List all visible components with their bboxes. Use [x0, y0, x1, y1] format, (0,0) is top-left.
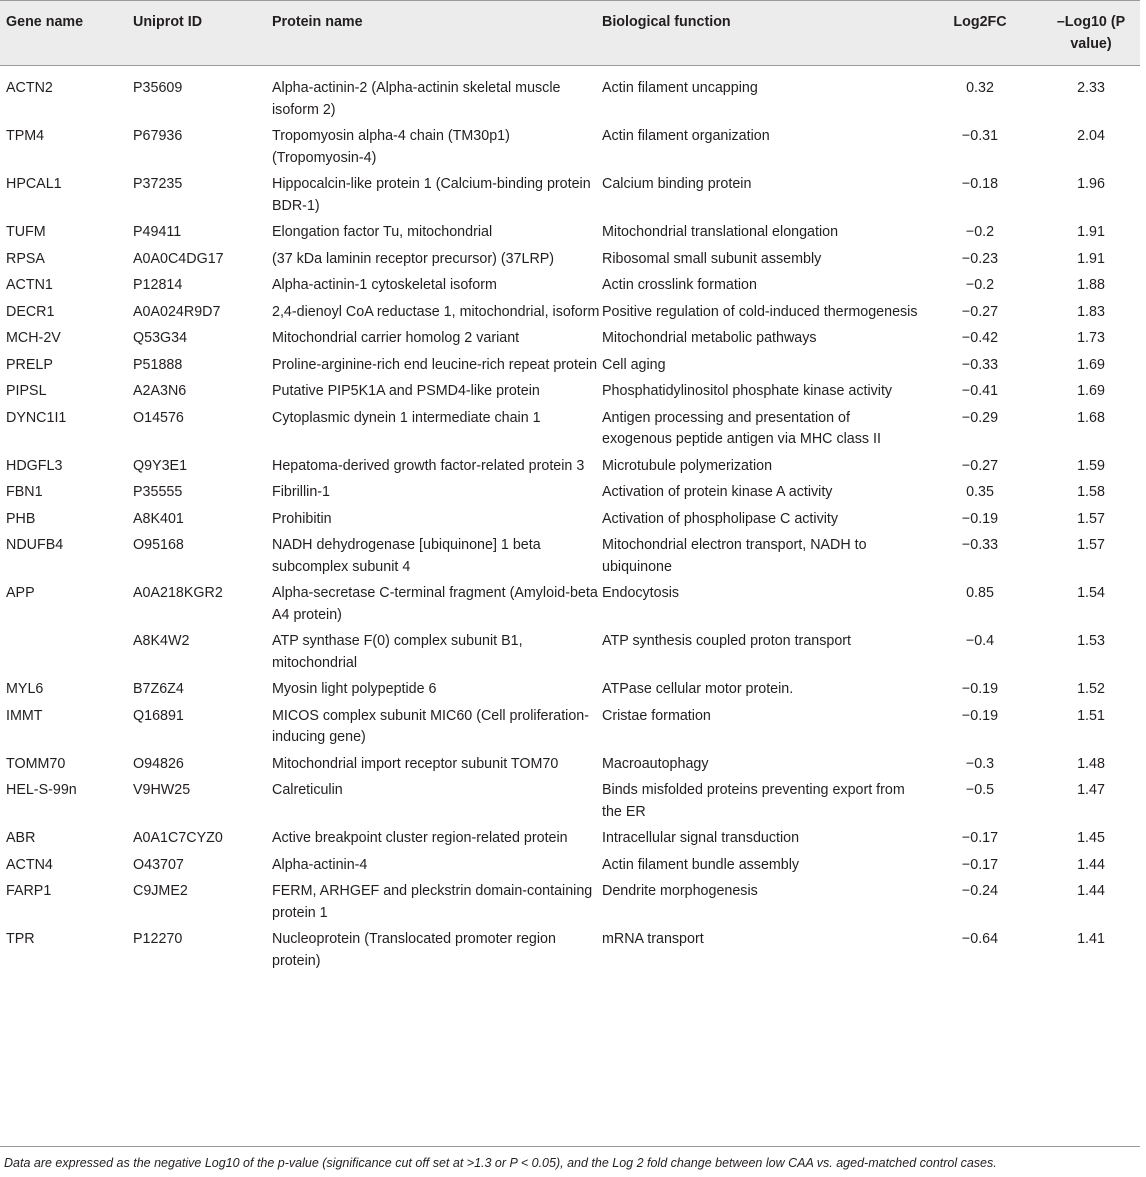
cell-gene-name: TPR — [6, 931, 35, 947]
cell-uniprot-id: A0A218KGR2 — [133, 585, 223, 601]
cell-uniprot-id: B7Z6Z4 — [133, 681, 184, 697]
table-footnote: Data are expressed as the negative Log10 of the p-value (significance cut off set at >1.3 or P < 0.05), and the Log 2 fold change between low CAA vs. aged-matched control cases. — [4, 1156, 997, 1170]
cell-biological-function: Cristae formation — [602, 707, 711, 724]
header-protein-name: Protein name — [272, 14, 363, 30]
cell-protein-name: (37 kDa laminin receptor precursor) (37LRP) — [272, 250, 555, 267]
cell-protein-name: Calreticulin — [272, 782, 343, 798]
cell-log2fc: −0.3 — [965, 755, 995, 772]
cell-uniprot-id: Q16891 — [133, 707, 184, 724]
cell-neg-log10-p: 1.91 — [1077, 250, 1105, 267]
cell-neg-log10-p: 1.91 — [1077, 224, 1105, 240]
cell-neg-log10-p: 1.68 — [1077, 409, 1105, 426]
cell-gene-name: ACTN1 — [6, 277, 53, 293]
cell-neg-log10-p: 1.44 — [1077, 856, 1105, 873]
header-biological-function: Biological function — [602, 14, 731, 30]
cell-gene-name: HEL-S-99n — [6, 782, 77, 798]
cell-neg-log10-p: 2.33 — [1077, 80, 1105, 96]
header-row — [0, 0, 1140, 65]
cell-biological-function: Actin crosslink formation — [602, 277, 757, 293]
cell-neg-log10-p: 1.73 — [1077, 330, 1105, 346]
cell-uniprot-id: P12270 — [133, 931, 183, 947]
cell-biological-function: Mitochondrial electron transport, NADH to ubiquinone — [602, 537, 867, 575]
cell-biological-function: Intracellular signal transduction — [602, 830, 800, 846]
cell-gene-name: DECR1 — [6, 303, 55, 320]
cell-biological-function: Mitochondrial metabolic pathways — [602, 330, 817, 346]
table-row — [0, 482, 1140, 509]
table-row — [0, 302, 1140, 329]
cell-gene-name: IMMT — [6, 707, 43, 724]
cell-protein-name: Nucleoprotein (Translocated promoter region protein) — [272, 931, 556, 969]
cell-neg-log10-p: 1.52 — [1077, 681, 1105, 697]
cell-biological-function: Binds misfolded proteins preventing export from the ER — [602, 782, 905, 820]
cell-biological-function: Actin filament uncapping — [602, 80, 758, 96]
table-row — [0, 535, 1140, 583]
cell-neg-log10-p: 1.45 — [1077, 830, 1105, 846]
cell-neg-log10-p: 1.41 — [1077, 931, 1105, 947]
cell-protein-name: Tropomyosin alpha-4 chain (TM30p1) (Tropomyosin-4) — [272, 128, 510, 166]
cell-gene-name: PIPSL — [6, 383, 47, 399]
cell-log2fc: −0.41 — [961, 383, 999, 399]
cell-biological-function: Mitochondrial translational elongation — [602, 224, 839, 240]
cell-gene-name: PRELP — [6, 356, 53, 373]
table-row — [0, 929, 1140, 977]
cell-protein-name: ATP synthase F(0) complex subunit B1, mitochondrial — [272, 633, 523, 671]
cell-gene-name: TPM4 — [6, 128, 45, 144]
table-row — [0, 780, 1140, 828]
cell-gene-name: TUFM — [6, 224, 46, 240]
cell-log2fc: −0.27 — [961, 303, 999, 320]
cell-uniprot-id: A0A0C4DG17 — [133, 250, 224, 267]
header-neg-log10-p: –Log10 (P value) — [1056, 14, 1126, 52]
cell-protein-name: Proline-arginine-rich end leucine-rich repeat protein — [272, 356, 598, 373]
cell-neg-log10-p: 2.04 — [1077, 128, 1105, 144]
cell-biological-function: Actin filament bundle assembly — [602, 856, 800, 873]
cell-uniprot-id: A0A1C7CYZ0 — [133, 830, 223, 846]
cell-log2fc: −0.24 — [961, 883, 999, 899]
cell-neg-log10-p: 1.54 — [1077, 585, 1105, 601]
cell-biological-function: Activation of phospholipase C activity — [602, 510, 839, 527]
cell-biological-function: Phosphatidylinositol phosphate kinase activity — [602, 383, 893, 399]
cell-uniprot-id: P49411 — [133, 224, 182, 240]
table-row — [0, 509, 1140, 536]
cell-log2fc: −0.2 — [965, 224, 995, 240]
cell-uniprot-id: P12814 — [133, 277, 183, 293]
cell-log2fc: −0.5 — [965, 782, 995, 798]
cell-log2fc: −0.31 — [961, 128, 999, 144]
cell-log2fc: −0.4 — [965, 633, 995, 649]
cell-protein-name: Alpha-secretase C-terminal fragment (Amyloid-beta A4 protein) — [272, 585, 598, 623]
cell-log2fc: 0.35 — [966, 484, 994, 500]
cell-protein-name: Hippocalcin-like protein 1 (Calcium-binding protein BDR-1) — [272, 176, 591, 214]
cell-gene-name: PHB — [6, 510, 36, 527]
header-gene-name: Gene name — [6, 14, 84, 30]
cell-uniprot-id: P35609 — [133, 80, 183, 96]
cell-uniprot-id: O14576 — [133, 409, 184, 426]
cell-log2fc: −0.64 — [961, 931, 999, 947]
cell-neg-log10-p: 1.58 — [1077, 484, 1105, 500]
cell-gene-name: MCH-2V — [6, 330, 61, 346]
cell-protein-name: Myosin light polypeptide 6 — [272, 681, 437, 697]
table-top-rule — [0, 0, 1140, 1]
cell-biological-function: Microtubule polymerization — [602, 457, 773, 474]
cell-protein-name: 2,4-dienoyl CoA reductase 1, mitochondrial, isoform — [272, 303, 600, 320]
cell-biological-function: ATPase cellular motor protein. — [602, 681, 794, 697]
cell-uniprot-id: P51888 — [133, 356, 183, 373]
cell-neg-log10-p: 1.59 — [1077, 457, 1105, 474]
cell-log2fc: −0.18 — [961, 176, 999, 192]
table-row — [0, 381, 1140, 408]
cell-biological-function: Calcium binding protein — [602, 176, 752, 192]
cell-biological-function: Dendrite morphogenesis — [602, 883, 758, 899]
cell-neg-log10-p: 1.88 — [1077, 277, 1105, 293]
cell-neg-log10-p: 1.57 — [1077, 510, 1105, 527]
cell-protein-name: MICOS complex subunit MIC60 (Cell proliferation-inducing gene) — [272, 707, 590, 745]
cell-log2fc: −0.19 — [961, 681, 999, 697]
cell-biological-function: Ribosomal small subunit assembly — [602, 250, 822, 267]
cell-uniprot-id: C9JME2 — [133, 883, 188, 899]
cell-neg-log10-p: 1.57 — [1077, 537, 1105, 553]
table-row — [0, 456, 1140, 483]
cell-protein-name: Elongation factor Tu, mitochondrial — [272, 224, 493, 240]
cell-gene-name: ACTN4 — [6, 856, 53, 873]
cell-uniprot-id: A2A3N6 — [133, 383, 187, 399]
cell-gene-name — [0, 631, 133, 679]
table-row — [0, 754, 1140, 781]
header-log2fc: Log2FC — [953, 14, 1007, 30]
cell-log2fc: −0.17 — [961, 856, 999, 873]
cell-gene-name: HDGFL3 — [6, 457, 63, 474]
cell-gene-name: APP — [6, 585, 35, 601]
cell-protein-name: Active breakpoint cluster region-related protein — [272, 830, 568, 846]
cell-protein-name: Hepatoma-derived growth factor-related protein 3 — [272, 457, 585, 474]
cell-log2fc: −0.33 — [961, 356, 999, 373]
cell-uniprot-id: O43707 — [133, 856, 184, 873]
cell-uniprot-id: P37235 — [133, 176, 183, 192]
cell-log2fc: −0.33 — [961, 537, 999, 553]
cell-neg-log10-p: 1.44 — [1077, 883, 1105, 899]
cell-log2fc: 0.85 — [966, 585, 994, 601]
table-bottom-rule — [0, 1146, 1140, 1147]
cell-protein-name: Alpha-actinin-1 cytoskeletal isoform — [272, 277, 497, 293]
cell-gene-name: TOMM70 — [6, 755, 66, 772]
table-row — [0, 126, 1140, 174]
cell-neg-log10-p: 1.47 — [1077, 782, 1105, 798]
cell-protein-name: Prohibitin — [272, 510, 332, 527]
cell-protein-name: Cytoplasmic dynein 1 intermediate chain 1 — [272, 409, 541, 426]
table-row — [0, 855, 1140, 882]
cell-biological-function: Endocytosis — [602, 585, 680, 601]
table-row — [0, 881, 1140, 929]
cell-protein-name: Mitochondrial import receptor subunit TOM70 — [272, 755, 559, 772]
table-row — [0, 65, 1140, 126]
cell-gene-name: MYL6 — [6, 681, 44, 697]
cell-log2fc: −0.19 — [961, 510, 999, 527]
cell-protein-name: Alpha-actinin-4 — [272, 856, 368, 873]
cell-protein-name: Alpha-actinin-2 (Alpha-actinin skeletal muscle isoform 2) — [272, 80, 561, 118]
cell-neg-log10-p: 1.69 — [1077, 356, 1105, 373]
table-body — [0, 65, 1140, 977]
cell-gene-name: NDUFB4 — [6, 537, 64, 553]
table-row — [0, 828, 1140, 855]
cell-biological-function: Macroautophagy — [602, 755, 709, 772]
cell-log2fc: −0.17 — [961, 830, 999, 846]
cell-uniprot-id: V9HW25 — [133, 782, 191, 798]
cell-uniprot-id: A8K401 — [133, 510, 184, 527]
table-row — [0, 408, 1140, 456]
cell-gene-name: FBN1 — [6, 484, 43, 500]
cell-neg-log10-p: 1.53 — [1077, 633, 1105, 649]
cell-log2fc: −0.23 — [961, 250, 999, 267]
table-row — [0, 631, 1140, 679]
cell-neg-log10-p: 1.69 — [1077, 383, 1105, 399]
cell-protein-name: NADH dehydrogenase [ubiquinone] 1 beta subcomplex subunit 4 — [272, 537, 541, 575]
cell-gene-name: RPSA — [6, 250, 45, 267]
cell-uniprot-id: A8K4W2 — [133, 633, 190, 649]
table-row — [0, 679, 1140, 706]
cell-uniprot-id: O94826 — [133, 755, 184, 772]
cell-uniprot-id: P67936 — [133, 128, 183, 144]
cell-uniprot-id: P35555 — [133, 484, 183, 500]
cell-log2fc: −0.19 — [961, 707, 999, 724]
cell-protein-name: Mitochondrial carrier homolog 2 variant — [272, 330, 520, 346]
cell-uniprot-id: O95168 — [133, 537, 184, 553]
cell-biological-function: Actin filament organization — [602, 128, 770, 144]
cell-log2fc: 0.32 — [966, 80, 994, 96]
cell-neg-log10-p: 1.96 — [1077, 176, 1105, 192]
cell-gene-name: ABR — [6, 830, 36, 846]
cell-log2fc: −0.2 — [965, 277, 995, 293]
cell-neg-log10-p: 1.48 — [1077, 755, 1105, 772]
table-row — [0, 249, 1140, 276]
cell-biological-function: Cell aging — [602, 356, 666, 373]
cell-protein-name: FERM, ARHGEF and pleckstrin domain-containing protein 1 — [272, 883, 593, 921]
cell-neg-log10-p: 1.51 — [1077, 707, 1105, 724]
cell-gene-name: DYNC1I1 — [6, 409, 67, 426]
header-bottom-rule — [0, 65, 1140, 66]
cell-biological-function: Activation of protein kinase A activity — [602, 484, 833, 500]
cell-gene-name: FARP1 — [6, 883, 52, 899]
table-row — [0, 222, 1140, 249]
header-uniprot-id: Uniprot ID — [133, 14, 203, 30]
cell-gene-name: ACTN2 — [6, 80, 53, 96]
cell-biological-function: mRNA transport — [602, 931, 704, 947]
table-row — [0, 583, 1140, 631]
cell-uniprot-id: Q53G34 — [133, 330, 188, 346]
table-row — [0, 174, 1140, 222]
cell-protein-name: Putative PIP5K1A and PSMD4-like protein — [272, 383, 540, 399]
table-row — [0, 355, 1140, 382]
cell-log2fc: −0.29 — [961, 409, 999, 426]
cell-protein-name: Fibrillin-1 — [272, 484, 330, 500]
cell-biological-function: Antigen processing and presentation of exogenous peptide antigen via MHC class II — [602, 409, 881, 447]
table-row — [0, 706, 1140, 754]
cell-log2fc: −0.42 — [961, 330, 999, 346]
cell-gene-name: HPCAL1 — [6, 176, 62, 192]
cell-biological-function: Positive regulation of cold-induced thermogenesis — [602, 303, 918, 320]
cell-log2fc: −0.27 — [961, 457, 999, 474]
cell-biological-function: ATP synthesis coupled proton transport — [602, 633, 852, 649]
cell-neg-log10-p: 1.83 — [1077, 303, 1105, 320]
table-row — [0, 328, 1140, 355]
cell-uniprot-id: A0A024R9D7 — [133, 303, 221, 320]
cell-uniprot-id: Q9Y3E1 — [133, 457, 188, 474]
table-row — [0, 275, 1140, 302]
